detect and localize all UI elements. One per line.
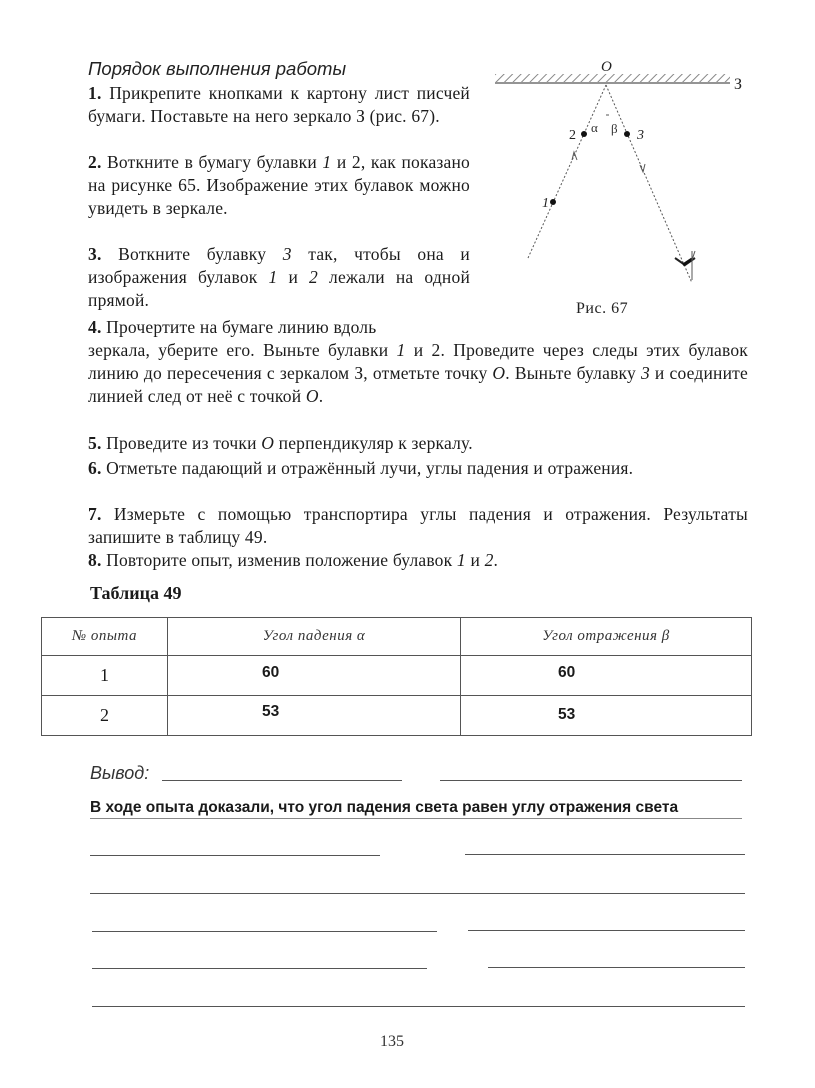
pin-1-label: 1 <box>542 196 549 211</box>
step-4-first-line: 4. Прочертите на бумаге линию вдоль <box>88 317 377 337</box>
answer-line <box>92 1006 745 1007</box>
arrow-down-icon <box>640 164 645 172</box>
pin-2-label: 2 <box>569 128 576 143</box>
pin-2-dot <box>581 131 587 137</box>
page-number: 135 <box>380 1033 404 1050</box>
figure-caption: Рис. 67 <box>576 300 629 317</box>
step-5: 5. Проведите из точки О перпендикуляр к зеркалу. <box>88 433 473 453</box>
answer-line <box>90 893 745 894</box>
reflection-angle-value[interactable]: 60 <box>461 656 752 696</box>
mirror-reflection-diagram <box>480 55 770 295</box>
reflected-ray <box>606 85 692 283</box>
mirror-icon <box>495 74 730 83</box>
results-table <box>41 617 752 736</box>
answer-line <box>90 855 380 856</box>
incidence-angle-value[interactable]: 53 <box>168 696 461 736</box>
step-4-rest: зеркала, уберите его. Выньте булавки 1 и 2. Проведите через следы этих булавок линию до пересечения с зеркалом З, отметьте точку О. Выньте булавку 3 и соедините линией след от неё с точкой О. <box>88 340 748 406</box>
answer-line <box>92 968 427 969</box>
answer-line <box>465 854 745 855</box>
answer-line <box>92 931 437 932</box>
incidence-angle-value[interactable]: 60 <box>168 656 461 696</box>
step-1: 1. Прикрепите кнопками к картону лист писчей бумаги. Поставьте на него зеркало З (рис. 67). <box>88 83 470 126</box>
header-reflection-angle: Угол отражения β <box>461 618 752 656</box>
header-incidence-angle: Угол падения α <box>168 618 461 656</box>
point-o-label: O <box>601 59 612 75</box>
table-row <box>42 656 752 696</box>
procedure-heading: Порядок выполнения работы <box>88 58 347 79</box>
beta-label: β <box>611 121 618 136</box>
alpha-label: α <box>591 120 598 135</box>
step-6: 6. Отметьте падающий и отражённый лучи, углы падения и отражения. <box>88 458 634 478</box>
conclusion-answer[interactable]: В ходе опыта доказали, что угол падения света равен углу отражения света <box>90 799 679 816</box>
row-number: 2 <box>42 696 168 736</box>
answer-line <box>440 780 742 781</box>
pin-1-dot <box>550 199 556 205</box>
answer-line <box>90 818 742 819</box>
step-2: 2. Воткните в бумагу булавки 1 и 2, как показано на рисунке 65. Изображение этих булавок можно увидеть в зеркале. <box>88 152 471 218</box>
answer-line <box>488 967 745 968</box>
pin-3-dot <box>624 131 630 137</box>
reflection-angle-value[interactable]: 53 <box>461 696 752 736</box>
step-3: 3. Воткните булавку 3 так, чтобы она и изображения булавок 1 и 2 лежали на одной прямой. <box>88 244 471 310</box>
step-7: 7. Измерьте с помощью транспортира углы падения и отражения. Результаты запишите в таблицу 49. <box>88 504 748 547</box>
mirror-label: З <box>734 76 743 93</box>
row-number: 1 <box>42 656 168 696</box>
incident-ray <box>528 85 606 258</box>
table-title: Таблица 49 <box>90 583 182 603</box>
pin-3-label: 3 <box>637 128 644 143</box>
conclusion-label: Вывод: <box>90 763 150 783</box>
eye-icon <box>675 251 695 280</box>
answer-line <box>468 930 745 931</box>
header-experiment-number: № опыта <box>42 618 168 656</box>
step-8: 8. Повторите опыт, изменив положение булавок 1 и 2. <box>88 550 499 570</box>
table-row <box>42 696 752 736</box>
answer-line <box>162 780 402 781</box>
table-header-row <box>42 618 752 656</box>
